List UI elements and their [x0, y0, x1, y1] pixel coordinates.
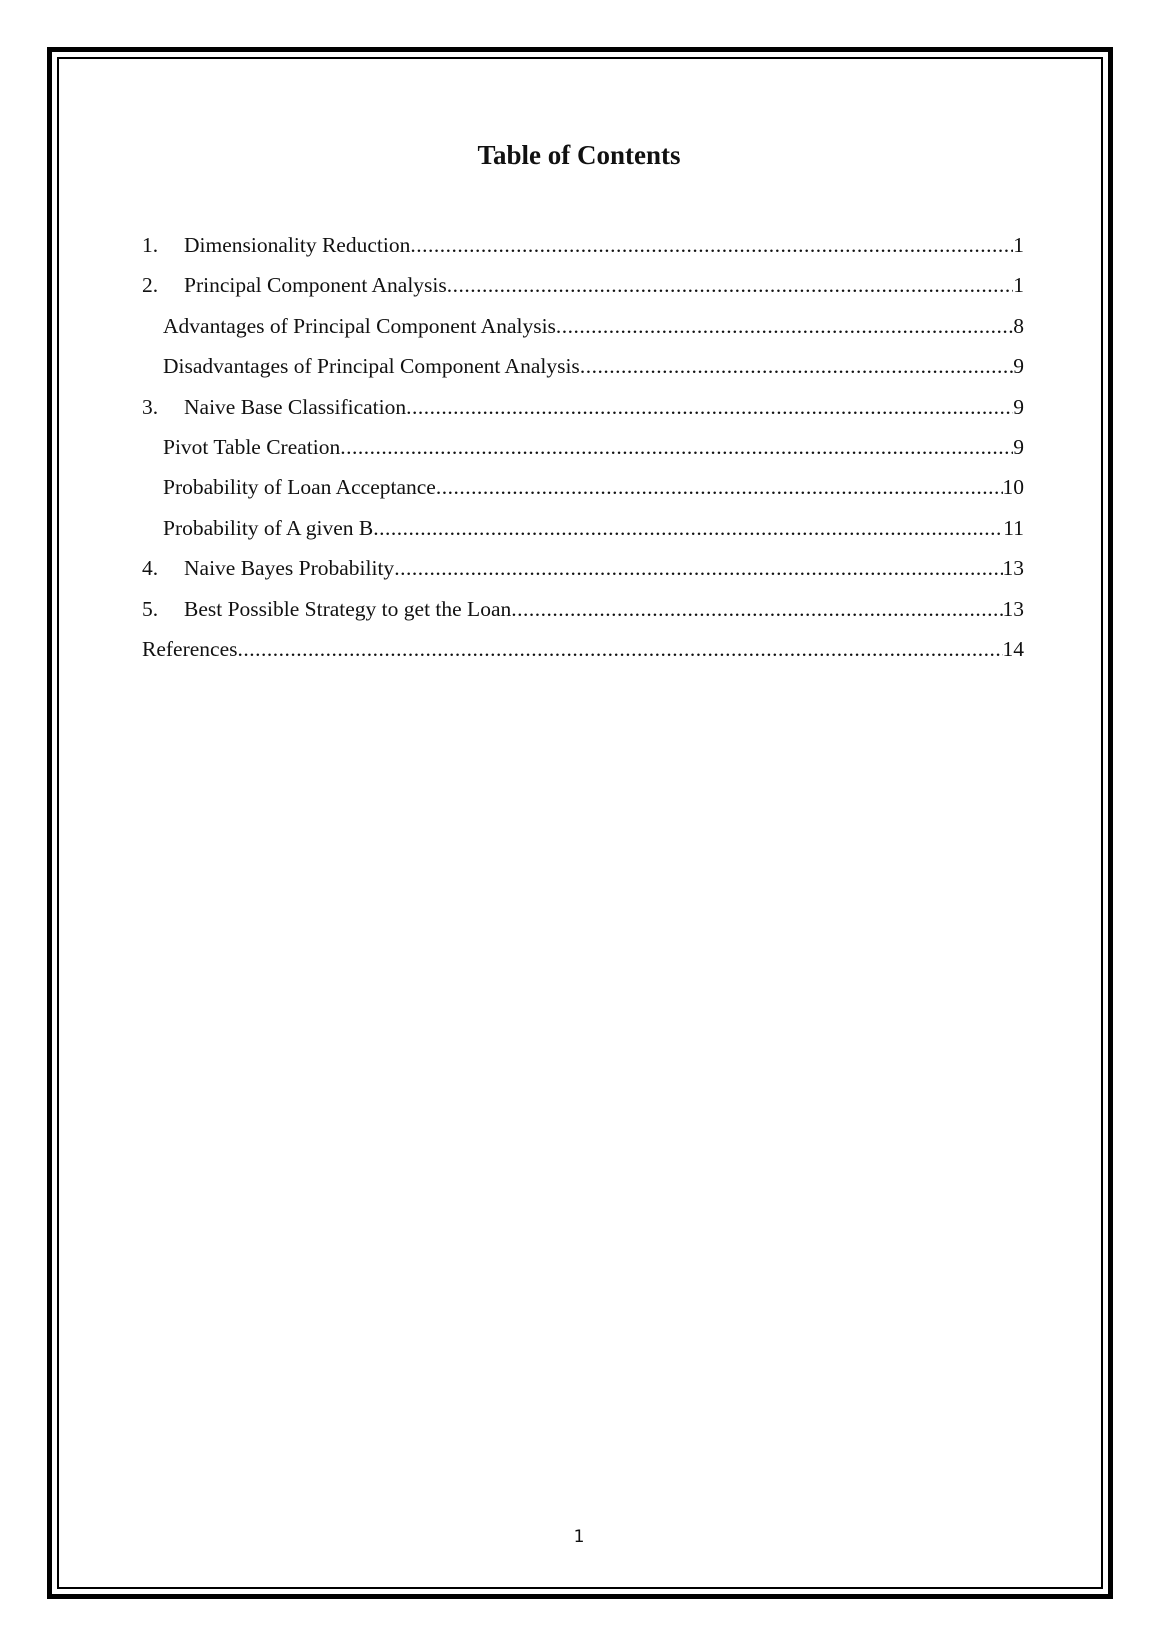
toc-entry-page: 9 [1013, 354, 1024, 379]
toc-leader-dots [394, 554, 1002, 582]
toc-entry-number: 3. [142, 394, 159, 419]
toc-entry-number: 5. [142, 596, 159, 621]
toc-entry-text: References [142, 636, 238, 661]
toc-leader-dots [436, 473, 1003, 501]
toc-leader-dots [340, 433, 1013, 461]
page-title: Table of Contents [477, 140, 681, 170]
toc-entry-page: 1 [1013, 233, 1024, 257]
toc-entry-page: 11 [1003, 515, 1024, 540]
toc-leader-dots [410, 231, 1013, 259]
toc-entry-number: 1. [142, 233, 159, 257]
toc-leader-dots [511, 595, 1002, 623]
toc-leader-dots [447, 271, 1013, 299]
toc-entry-text: Naive Base Classification [184, 394, 407, 419]
toc-entry-text: Probability of A given B [163, 515, 374, 540]
toc-entry-page: 8 [1013, 313, 1024, 338]
toc-entry[interactable] [142, 554, 1024, 594]
toc-leader-dots [373, 514, 1003, 542]
toc-entry[interactable] [142, 393, 1024, 433]
toc-entry-text: Dimensionality Reduction [184, 233, 411, 257]
toc-entry-references[interactable] [142, 635, 1024, 675]
toc-entry[interactable] [142, 595, 1024, 635]
toc-entry-text: Principal Component Analysis [184, 273, 447, 298]
toc-entry-page: 14 [1002, 636, 1024, 661]
toc-leader-dots [580, 352, 1013, 380]
toc-entry-text: Advantages of Principal Component Analysis [163, 313, 556, 338]
toc-leader-dots [406, 393, 1013, 421]
toc-leader-dots [556, 312, 1013, 340]
toc-subentry[interactable] [142, 352, 1024, 392]
toc-subentry[interactable] [142, 312, 1024, 352]
toc-list [142, 231, 1024, 675]
toc-leader-dots [238, 635, 1003, 663]
toc-entry-page: 9 [1013, 394, 1024, 419]
toc-entry-text: Pivot Table Creation [163, 434, 341, 459]
toc-entry-page: 9 [1013, 434, 1024, 459]
toc-subentry[interactable] [142, 514, 1024, 554]
toc-entry-number: 2. [142, 273, 159, 298]
toc-subentry[interactable] [142, 433, 1024, 473]
toc-entry-text: Disadvantages of Principal Component Analysis [163, 354, 580, 379]
toc-entry-page: 10 [1002, 475, 1024, 500]
toc-subentry[interactable] [142, 473, 1024, 513]
toc-entry-text: Probability of Loan Acceptance [163, 475, 436, 500]
toc-entry-text: Naive Bayes Probability [184, 556, 395, 581]
toc-entry[interactable] [142, 271, 1024, 311]
toc-entry-number: 4. [142, 556, 159, 581]
page-number: 1 [573, 1527, 585, 1547]
toc-entry-page: 1 [1013, 273, 1024, 298]
toc-entry-text: Best Possible Strategy to get the Loan [184, 596, 512, 621]
toc-entry-page: 13 [1002, 596, 1024, 621]
toc-entry-page: 13 [1002, 556, 1024, 581]
toc-entry[interactable] [142, 231, 1024, 271]
